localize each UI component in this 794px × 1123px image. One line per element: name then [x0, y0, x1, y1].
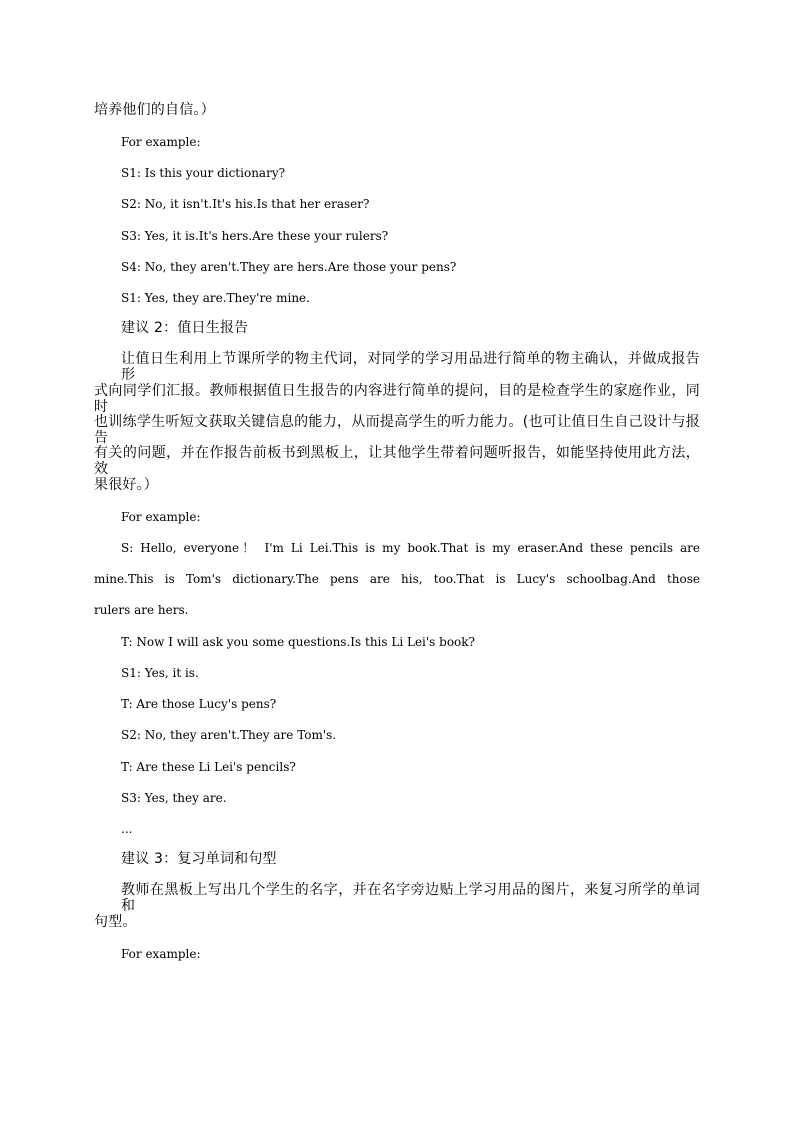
- paragraph-line: 让值日生利用上节课所学的物主代词，对同学的学习用品进行简单的物主确认，并做成报告形: [121, 351, 700, 383]
- dialogue-line: T: Are those Lucy's pens?: [121, 697, 277, 711]
- example-label: For example:: [121, 947, 201, 961]
- dialogue-line: S1: Is this your dictionary?: [121, 166, 286, 180]
- paragraph-line: 培养他们的自信。）: [94, 102, 215, 118]
- dialogue-line: S2: No, they aren't.They are Tom's.: [121, 728, 337, 742]
- dialogue-line: S4: No, they aren't.They are hers.Are those your pens?: [121, 260, 457, 274]
- dialogue-line: S3: Yes, it is.It's hers.Are these your rulers?: [121, 229, 389, 243]
- section-heading: 建议 3：复习单词和句型: [121, 851, 277, 867]
- example-label: For example:: [121, 135, 201, 149]
- paragraph-line: 也训练学生听短文获取关键信息的能力，从而提高学生的听力能力。(也可让值日生自己设计与报告: [94, 414, 700, 446]
- paragraph-line: 教师在黑板上写出几个学生的名字，并在名字旁边贴上学习用品的图片，来复习所学的单词和: [121, 882, 700, 914]
- dialogue-line: S1: Yes, they are.They're mine.: [121, 291, 310, 305]
- section-heading: 建议 2：值日生报告: [121, 320, 249, 336]
- dialogue-line: mine.This is Tom's dictionary.The pens are his, too.That is Lucy's schoolbag.And those: [94, 572, 700, 586]
- dialogue-line: rulers are hers.: [94, 603, 189, 617]
- dialogue-line: T: Now I will ask you some questions.Is this Li Lei's book?: [121, 635, 475, 649]
- paragraph-line: 式向同学们汇报。教师根据值日生报告的内容进行简单的提问，目的是检查学生的家庭作业，同时: [94, 383, 700, 415]
- dialogue-line: S3: Yes, they are.: [121, 791, 227, 805]
- dialogue-line: S1: Yes, it is.: [121, 666, 199, 680]
- paragraph-line: 句型。: [94, 914, 137, 930]
- dialogue-line: S2: No, it isn't.It's his.Is that her eraser?: [121, 197, 370, 211]
- paragraph-line: 有关的问题，并在作报告前板书到黑板上，让其他学生带着问题听报告，如能坚持使用此方法，效: [94, 445, 700, 477]
- example-label: For example:: [121, 510, 201, 524]
- dialogue-line: S: Hello, everyone！ I'm Li Lei.This is my book.That is my eraser.And these pencils are: [121, 541, 700, 555]
- paragraph-line: 果很好。）: [94, 477, 158, 493]
- dialogue-line: T: Are these Li Lei's pencils?: [121, 760, 296, 774]
- ellipsis-line: ...: [121, 822, 133, 836]
